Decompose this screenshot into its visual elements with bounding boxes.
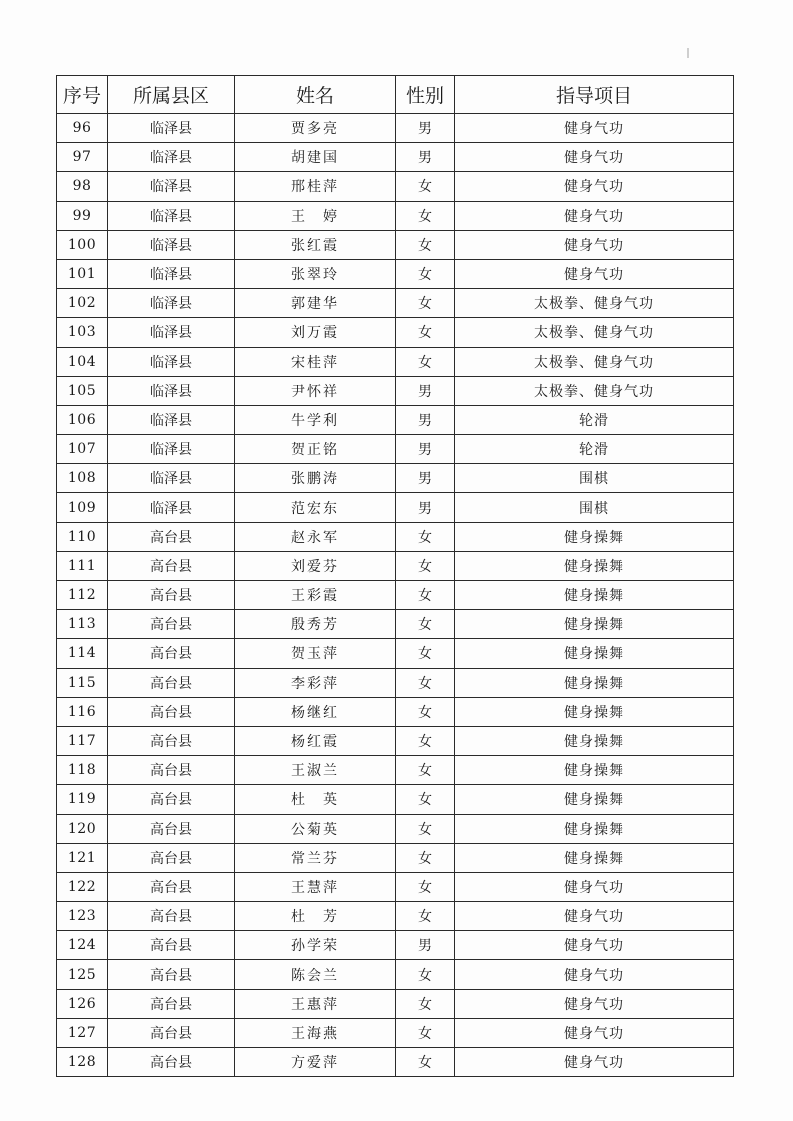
cell-guidance-item: 健身操舞 [455,756,734,785]
cell-serial-number: 107 [57,435,108,464]
cell-guidance-item: 健身操舞 [455,785,734,814]
cell-county: 高台县 [108,726,235,755]
cell-county: 高台县 [108,989,235,1018]
cell-sex: 女 [396,639,455,668]
cell-county: 高台县 [108,814,235,843]
table-row [57,435,734,464]
cell-serial-number: 115 [57,668,108,697]
table-row [57,230,734,259]
cell-name: 殷秀芳 [235,610,396,639]
cell-serial-number: 103 [57,318,108,347]
cell-sex: 女 [396,289,455,318]
cell-name: 方爱萍 [235,1048,396,1077]
cell-guidance-item: 健身气功 [455,989,734,1018]
cell-county: 临泽县 [108,172,235,201]
cell-serial-number: 117 [57,726,108,755]
cell-serial-number: 119 [57,785,108,814]
cell-sex: 男 [396,114,455,143]
cell-sex: 女 [396,697,455,726]
cell-serial-number: 126 [57,989,108,1018]
cell-name: 宋桂萍 [235,347,396,376]
table-row [57,610,734,639]
cell-guidance-item: 健身操舞 [455,843,734,872]
header-sex: 性别 [396,76,455,114]
cell-name: 王淑兰 [235,756,396,785]
cell-serial-number: 104 [57,347,108,376]
cell-county: 高台县 [108,581,235,610]
table-row [57,1018,734,1047]
cell-sex: 女 [396,814,455,843]
cell-county: 临泽县 [108,376,235,405]
cell-guidance-item: 健身气功 [455,931,734,960]
cell-serial-number: 108 [57,464,108,493]
cell-serial-number: 116 [57,697,108,726]
cell-county: 高台县 [108,1048,235,1077]
cell-guidance-item: 健身气功 [455,114,734,143]
cell-sex: 女 [396,522,455,551]
cell-name: 王彩霞 [235,581,396,610]
cell-name: 张翠玲 [235,259,396,288]
cell-name: 刘爱芬 [235,551,396,580]
cell-guidance-item: 太极拳、健身气功 [455,289,734,318]
table-row [57,872,734,901]
cell-guidance-item: 健身气功 [455,1018,734,1047]
cell-sex: 女 [396,785,455,814]
cell-serial-number: 125 [57,960,108,989]
cell-serial-number: 110 [57,522,108,551]
cell-sex: 男 [396,143,455,172]
cell-name: 杨继红 [235,697,396,726]
cell-name: 王慧萍 [235,872,396,901]
cell-sex: 男 [396,376,455,405]
cell-name: 郭建华 [235,289,396,318]
cell-serial-number: 120 [57,814,108,843]
table-row [57,960,734,989]
cell-county: 高台县 [108,610,235,639]
cell-name: 陈会兰 [235,960,396,989]
cell-county: 高台县 [108,785,235,814]
cell-county: 高台县 [108,639,235,668]
cell-guidance-item: 轮滑 [455,405,734,434]
cell-name: 牛学利 [235,405,396,434]
cell-name: 赵永军 [235,522,396,551]
cell-name: 贺正铭 [235,435,396,464]
cell-guidance-item: 健身操舞 [455,639,734,668]
cell-sex: 女 [396,989,455,1018]
cell-name: 孙学荣 [235,931,396,960]
cell-sex: 男 [396,464,455,493]
table-row [57,697,734,726]
cell-guidance-item: 太极拳、健身气功 [455,347,734,376]
cell-guidance-item: 健身操舞 [455,522,734,551]
table-row [57,493,734,522]
cell-guidance-item: 健身气功 [455,960,734,989]
header-serial-number: 序号 [57,76,108,114]
cell-sex: 女 [396,172,455,201]
cell-guidance-item: 健身气功 [455,143,734,172]
cell-serial-number: 113 [57,610,108,639]
cell-county: 临泽县 [108,201,235,230]
cell-serial-number: 114 [57,639,108,668]
cell-county: 临泽县 [108,464,235,493]
cell-sex: 男 [396,435,455,464]
cell-guidance-item: 健身操舞 [455,814,734,843]
cell-guidance-item: 健身操舞 [455,581,734,610]
cell-county: 高台县 [108,902,235,931]
cell-name: 王惠萍 [235,989,396,1018]
cell-name: 贺玉萍 [235,639,396,668]
cell-county: 临泽县 [108,230,235,259]
cell-name: 杜 英 [235,785,396,814]
table-row [57,318,734,347]
cell-sex: 女 [396,668,455,697]
instructor-roster-table [56,75,734,1077]
cell-sex: 女 [396,1048,455,1077]
table-row [57,902,734,931]
cell-serial-number: 121 [57,843,108,872]
cell-guidance-item: 健身操舞 [455,610,734,639]
table-row [57,172,734,201]
cell-name: 胡建国 [235,143,396,172]
cell-county: 高台县 [108,931,235,960]
table-row [57,785,734,814]
cell-serial-number: 101 [57,259,108,288]
cell-serial-number: 122 [57,872,108,901]
cell-serial-number: 111 [57,551,108,580]
cell-sex: 女 [396,551,455,580]
cell-county: 临泽县 [108,435,235,464]
table-row [57,931,734,960]
table-row [57,726,734,755]
table-header [57,76,734,114]
cell-county: 高台县 [108,843,235,872]
cell-name: 公菊英 [235,814,396,843]
table-row [57,201,734,230]
cell-serial-number: 124 [57,931,108,960]
cell-sex: 女 [396,843,455,872]
cell-name: 王海燕 [235,1018,396,1047]
cell-sex: 女 [396,318,455,347]
cell-sex: 女 [396,960,455,989]
table-row [57,347,734,376]
cell-county: 临泽县 [108,114,235,143]
cell-county: 临泽县 [108,143,235,172]
cell-county: 高台县 [108,551,235,580]
cell-sex: 女 [396,726,455,755]
cell-serial-number: 109 [57,493,108,522]
scan-mark [687,48,689,58]
cell-serial-number: 106 [57,405,108,434]
cell-guidance-item: 健身气功 [455,230,734,259]
cell-county: 高台县 [108,756,235,785]
cell-county: 临泽县 [108,289,235,318]
cell-guidance-item: 轮滑 [455,435,734,464]
cell-serial-number: 102 [57,289,108,318]
cell-guidance-item: 围棋 [455,493,734,522]
cell-county: 临泽县 [108,405,235,434]
cell-county: 高台县 [108,668,235,697]
table-row [57,114,734,143]
cell-serial-number: 98 [57,172,108,201]
cell-serial-number: 97 [57,143,108,172]
cell-guidance-item: 健身操舞 [455,697,734,726]
table-row [57,1048,734,1077]
cell-name: 王 婷 [235,201,396,230]
cell-serial-number: 96 [57,114,108,143]
cell-serial-number: 118 [57,756,108,785]
cell-guidance-item: 健身气功 [455,172,734,201]
cell-sex: 女 [396,259,455,288]
cell-county: 临泽县 [108,318,235,347]
table-row [57,581,734,610]
cell-guidance-item: 健身气功 [455,259,734,288]
cell-guidance-item: 健身气功 [455,201,734,230]
cell-county: 高台县 [108,522,235,551]
table-row [57,376,734,405]
cell-guidance-item: 健身气功 [455,872,734,901]
cell-guidance-item: 太极拳、健身气功 [455,376,734,405]
cell-guidance-item: 健身操舞 [455,551,734,580]
table-body [57,114,734,1077]
cell-guidance-item: 健身操舞 [455,726,734,755]
cell-guidance-item: 健身气功 [455,902,734,931]
cell-county: 临泽县 [108,259,235,288]
cell-serial-number: 99 [57,201,108,230]
table-row [57,289,734,318]
cell-county: 临泽县 [108,493,235,522]
cell-serial-number: 112 [57,581,108,610]
cell-name: 邢桂萍 [235,172,396,201]
cell-sex: 男 [396,493,455,522]
cell-name: 范宏东 [235,493,396,522]
cell-sex: 女 [396,872,455,901]
cell-guidance-item: 健身气功 [455,1048,734,1077]
cell-name: 张鹏涛 [235,464,396,493]
cell-guidance-item: 太极拳、健身气功 [455,318,734,347]
cell-serial-number: 128 [57,1048,108,1077]
cell-name: 杨红霞 [235,726,396,755]
cell-sex: 女 [396,610,455,639]
header-name: 姓名 [235,76,396,114]
cell-guidance-item: 健身操舞 [455,668,734,697]
table-row [57,756,734,785]
cell-county: 高台县 [108,872,235,901]
table-row [57,259,734,288]
cell-sex: 女 [396,201,455,230]
table-row [57,464,734,493]
cell-serial-number: 105 [57,376,108,405]
cell-name: 刘万霞 [235,318,396,347]
cell-serial-number: 123 [57,902,108,931]
table-row [57,639,734,668]
table-row [57,405,734,434]
cell-sex: 女 [396,902,455,931]
header-guidance-item: 指导项目 [455,76,734,114]
cell-sex: 女 [396,756,455,785]
cell-name: 贾多亮 [235,114,396,143]
table-row [57,989,734,1018]
header-row [57,76,734,114]
cell-name: 常兰芬 [235,843,396,872]
cell-sex: 男 [396,931,455,960]
cell-guidance-item: 围棋 [455,464,734,493]
table-row [57,522,734,551]
cell-county: 高台县 [108,960,235,989]
cell-sex: 女 [396,581,455,610]
table-row [57,668,734,697]
table-row [57,843,734,872]
table-row [57,143,734,172]
cell-county: 临泽县 [108,347,235,376]
table-row [57,551,734,580]
cell-sex: 女 [396,230,455,259]
cell-county: 高台县 [108,697,235,726]
cell-county: 高台县 [108,1018,235,1047]
cell-sex: 女 [396,1018,455,1047]
cell-serial-number: 100 [57,230,108,259]
cell-sex: 男 [396,405,455,434]
table-row [57,814,734,843]
cell-name: 张红霞 [235,230,396,259]
cell-serial-number: 127 [57,1018,108,1047]
cell-name: 杜 芳 [235,902,396,931]
cell-name: 尹怀祥 [235,376,396,405]
cell-sex: 女 [396,347,455,376]
cell-name: 李彩萍 [235,668,396,697]
header-county: 所属县区 [108,76,235,114]
